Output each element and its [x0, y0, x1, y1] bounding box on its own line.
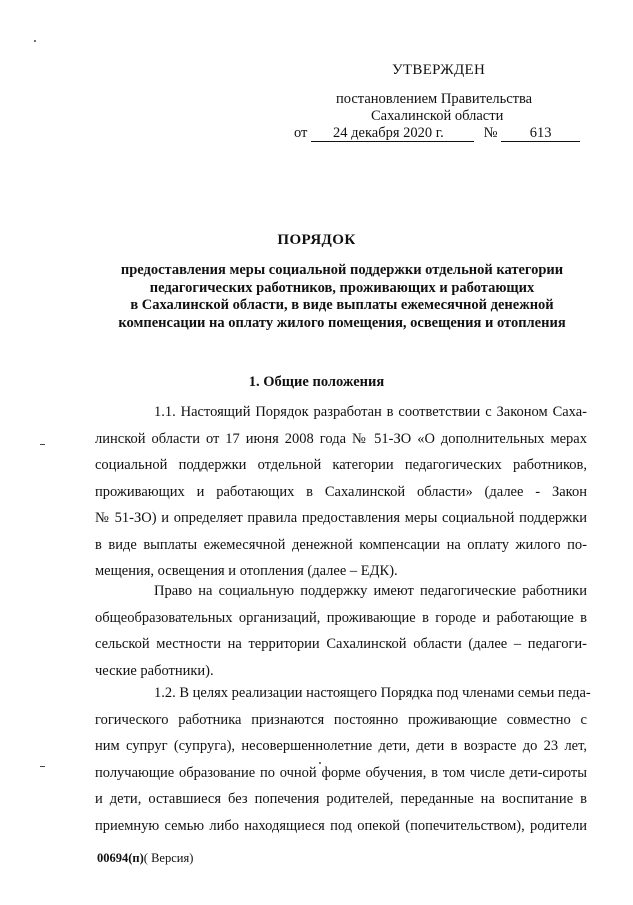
text-line: общеобразовательных организаций, проживающие в городе и работающие в — [95, 609, 587, 626]
paragraph-1-2 — [95, 680, 591, 839]
text-line: приемную семью либо находящиеся под опекой (попечительством), родители — [95, 817, 587, 834]
document-title: ПОРЯДОК — [277, 232, 356, 248]
approval-number: 613 — [501, 126, 580, 142]
approval-date-number — [294, 124, 580, 143]
subtitle-line: компенсации на оплату жилого помещения, освещения и отопления — [118, 314, 566, 331]
footer-document-code — [97, 851, 193, 866]
number-label: № — [483, 125, 498, 141]
footer-code: 00694(п) — [97, 851, 144, 865]
approved-title: УТВЕРЖДЕН — [392, 62, 486, 78]
text-line: получающие образование по очной форме обучения, в том числе дети-сироты — [95, 764, 587, 781]
text-line: 1.1. Настоящий Порядок разработан в соответствии с Законом Саха- — [154, 404, 587, 420]
text-line: и дети, оставшиеся без попечения родителей, переданные на воспитание в — [95, 791, 587, 807]
text-line: № 51-ЗО) и определяет правила предоставления меры социальной поддержки — [95, 510, 587, 526]
document-subtitle — [100, 262, 584, 332]
text-line: ним супруг (супруга), несовершеннолетние дети, дети в возрасте до 23 лет, — [95, 738, 587, 754]
text-line: в виде выплаты ежемесячной денежной компенсации на оплату жилого по- — [95, 536, 587, 553]
scan-speck — [40, 766, 45, 767]
text-line: ческие работники). — [95, 662, 214, 679]
date-prefix: от — [294, 125, 308, 141]
text-line: 1.2. В целях реализации настоящего Порядка под членами семьи педа- — [154, 685, 591, 701]
text-line: проживающих и работающих в Сахалинской области» (далее - Закон — [95, 483, 587, 500]
approval-date: 24 декабря 2020 г. — [311, 126, 474, 142]
approval-region: Сахалинской области — [371, 108, 504, 124]
approval-authority: постановлением Правительства — [336, 91, 533, 107]
section-heading: 1. Общие положения — [248, 374, 385, 390]
text-line: мещения, освещения и отопления (далее – ЕДК). — [95, 563, 398, 579]
subtitle-line: педагогических работников, проживающих и работающих — [149, 279, 535, 296]
scan-speck — [34, 40, 36, 42]
scan-speck — [40, 444, 45, 445]
text-line: гогического работника признаются постоянно проживающие совместно с — [95, 711, 587, 728]
paragraph-1-1 — [95, 399, 587, 585]
text-line: линской области от 17 июня 2008 года № 51-ЗО «О дополнительных мерах — [95, 430, 587, 447]
paragraph-right-to-support — [95, 578, 587, 684]
footer-version: ( Версия) — [143, 851, 194, 865]
text-line: Право на социальную поддержку имеют педагогические работники — [154, 583, 587, 599]
scan-speck — [319, 762, 321, 764]
text-line: сельской местности на территории Сахалинской области (далее – педагоги- — [95, 636, 587, 652]
text-line: социальной поддержки отдельной категории педагогических работников, — [95, 457, 587, 473]
subtitle-line: предоставления меры социальной поддержки отдельной категории — [120, 262, 564, 278]
subtitle-line: в Сахалинской области, в виде выплаты ежемесячной денежной — [130, 297, 554, 313]
